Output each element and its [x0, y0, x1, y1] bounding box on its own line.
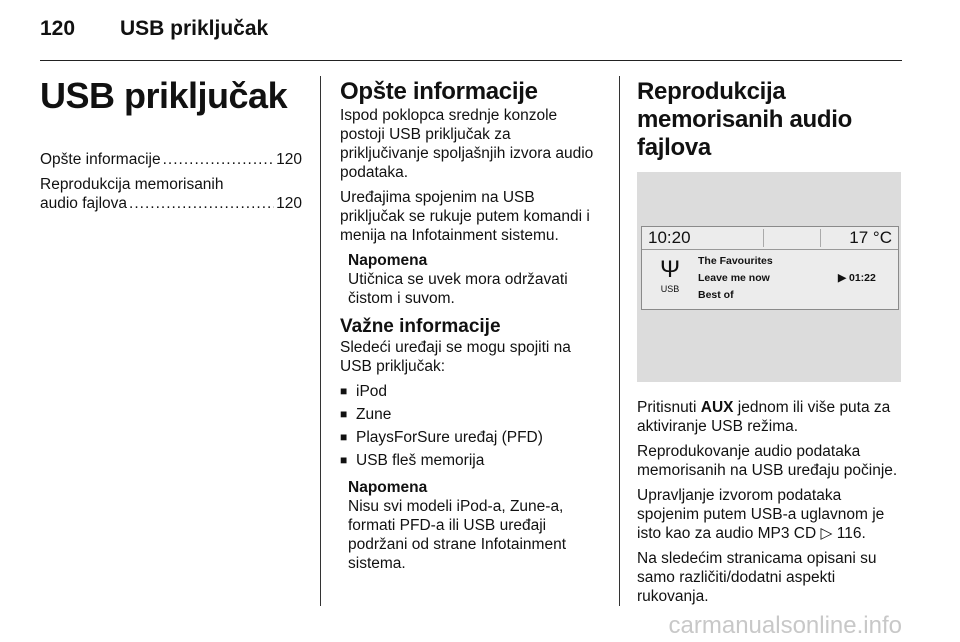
- page-number: 120: [40, 17, 76, 40]
- list-item: ■ USB fleš memorija: [340, 452, 485, 469]
- toc-dot-leader: [163, 150, 275, 169]
- note-title: Napomena: [348, 252, 428, 269]
- infotainment-display-photo: [637, 172, 901, 382]
- paragraph: Pritisnuti AUX jednom ili više puta za aktiviranje USB režima.: [637, 399, 891, 435]
- bullet-icon: ■: [340, 453, 348, 467]
- clock-readout: 10:20: [648, 228, 691, 247]
- toc-entry-page: 120: [276, 195, 302, 212]
- toc-entry-label: audio fajlova: [40, 195, 128, 212]
- general-info-column: [340, 76, 602, 579]
- section-title: Reprodukcija memorisanih audio fajlova: [637, 78, 852, 161]
- list-item: ■ Zune: [340, 406, 392, 423]
- chapter-title: USB priključak: [40, 75, 288, 116]
- source-label: USB: [660, 284, 680, 294]
- subsection-title: Važne informacije: [340, 316, 501, 337]
- bullet-icon: ■: [340, 407, 348, 421]
- watermark: carmanualsonline.info: [668, 612, 902, 639]
- toc-entry-page: 120: [276, 151, 302, 168]
- playback-column: [637, 76, 901, 612]
- column-divider: [619, 76, 620, 606]
- bullet-icon: ■: [340, 384, 348, 398]
- list-item: ■ PlaysForSure uređaj (PFD): [340, 429, 543, 446]
- section-title: Opšte informacije: [340, 78, 538, 105]
- table-of-contents: [40, 150, 302, 213]
- note-title: Napomena: [348, 479, 428, 496]
- toc-entry[interactable]: [40, 150, 302, 169]
- aux-button-label: AUX: [700, 399, 734, 416]
- column-divider: [320, 76, 321, 606]
- play-icon: ▶: [838, 272, 847, 284]
- track-title: The Favourites: [698, 255, 773, 267]
- paragraph: Uređajima spojenim na USB priključak se rukuje putem komandi i menija na Infotainment sistemu.: [340, 189, 590, 244]
- infotainment-screen: [641, 226, 899, 310]
- paragraph: Reprodukovanje audio podataka memorisanih na USB uređaju počinje.: [637, 443, 898, 479]
- track-list: [698, 250, 898, 308]
- note-text: Utičnica se uvek mora održavati čistom i suvom.: [348, 271, 568, 307]
- running-title: USB priključak: [120, 17, 269, 40]
- paragraph: Ispod poklopca srednje konzole postoji USB priključak za priključivanje spoljašnjih izvora audio podataka.: [340, 107, 594, 181]
- paragraph: Na sledećim stranicama opisani su samo različiti/dodatni aspekti rukovanja.: [637, 550, 877, 605]
- paragraph: Sledeći uređaji se mogu spojiti na USB priključak:: [340, 339, 571, 375]
- elapsed-time: 01:22: [849, 272, 876, 284]
- note-box: [348, 251, 602, 308]
- toc-column: [40, 76, 302, 219]
- list-item: ■ iPod: [340, 383, 388, 400]
- bullet-icon: ■: [340, 430, 348, 444]
- toc-dot-leader: [129, 194, 274, 213]
- track-title: Best of: [698, 289, 734, 301]
- temperature-readout: 17 °C: [849, 228, 892, 247]
- toc-entry-label: Opšte informacije: [40, 151, 161, 168]
- device-list: [340, 382, 602, 470]
- paragraph: Upravljanje izvorom podataka spojenim putem USB-a uglavnom je isto kao za audio MP3 CD ▷ 116.: [637, 487, 885, 542]
- header-rule: [40, 60, 902, 61]
- toc-entry-label-line1: Reprodukcija memorisanih: [40, 176, 224, 193]
- toc-entry[interactable]: [40, 175, 302, 213]
- note-box: [348, 478, 602, 573]
- track-title: Leave me now: [698, 272, 770, 284]
- usb-icon: Ψ: [659, 256, 681, 283]
- page-header: [40, 14, 902, 44]
- note-text: Nisu svi modeli iPod-a, Zune-a, formati PFD-a ili USB uređaji podržani od strane Infotainment sistema.: [348, 498, 566, 572]
